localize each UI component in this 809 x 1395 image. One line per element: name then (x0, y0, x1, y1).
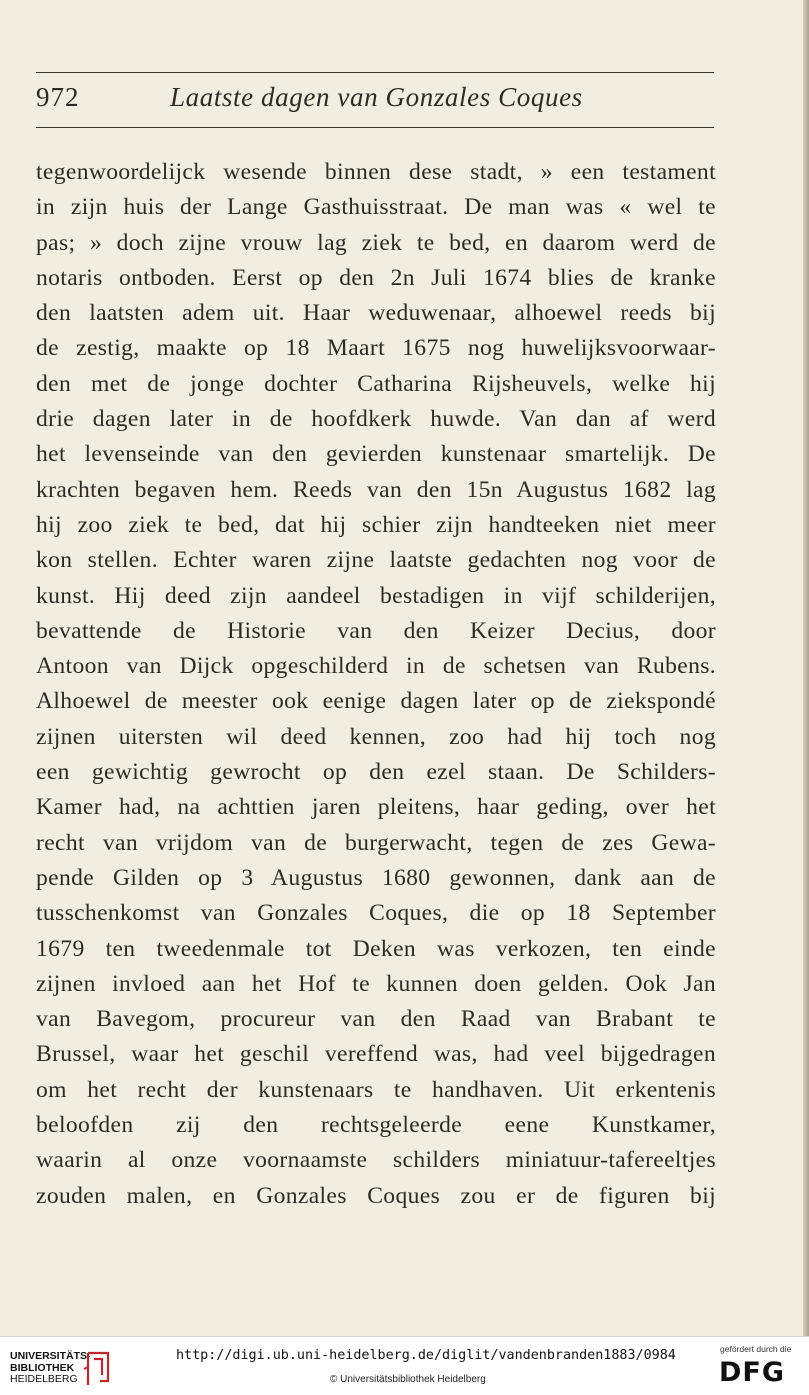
text-line: Antoon van Dijck opgeschilderd in de schetsen van Rubens. (36, 653, 716, 680)
text-line: beloofden zij den rechtsgeleerde eene Kunstkamer, (36, 1112, 716, 1139)
text-line: Kamer had, na achttien jaren pleitens, haar geding, over het (36, 794, 716, 821)
text-line: het levenseinde van den gevierden kunstenaar smartelijk. De (36, 441, 716, 468)
text-line: notaris ontboden. Eerst op den 2n Juli 1674 blies de kranke (36, 264, 716, 291)
dfg-logo: DFG (719, 1357, 786, 1388)
library-logo-text (10, 1351, 91, 1386)
page-header (36, 80, 714, 120)
text-line: kunst. Hij deed zijn aandeel bestadigen in vijf schilderijen, (36, 582, 716, 609)
permalink-url[interactable]: http://digi.ub.uni-heidelberg.de/diglit/vandenbranden1883/0984 (176, 1348, 676, 1363)
text-line: pende Gilden op 3 Augustus 1680 gewonnen, dank aan de (36, 864, 716, 891)
page-number: 972 (36, 82, 80, 112)
text-line: Brussel, waar het geschil vereffend was, had veel bijgedragen (36, 1041, 716, 1068)
text-line: tusschenkomst van Gonzales Coques, die op 18 September (36, 900, 716, 927)
text-line: zijnen uitersten wil deed kennen, zoo had hij toch nog (36, 723, 716, 750)
page-edge (803, 0, 809, 1336)
text-line: recht van vrijdom van de burgerwacht, tegen de zes Gewa- (36, 829, 716, 856)
text-line: krachten begaven hem. Reeds van den 15n Augustus 1682 lag (36, 476, 716, 503)
text-line: waarin al onze voornaamste schilders miniatuur-tafereeltjes (36, 1147, 716, 1174)
header-rule-bottom (36, 127, 714, 128)
text-line: 1679 ten tweedenmale tot Deken was verkozen, ten einde (36, 935, 716, 962)
text-line: van Bavegom, procureur van den Raad van Brabant te (36, 1006, 716, 1033)
text-line: zouden malen, en Gonzales Coques zou er de figuren bij (36, 1182, 716, 1209)
body-text (36, 155, 716, 1214)
library-logo-line: BIBLIOTHEK (10, 1361, 75, 1374)
text-line: tegenwoordelijck wesende binnen dese stadt, » een testament (36, 159, 716, 185)
text-line: den met de jonge dochter Catharina Rijsheuvels, welke hij (36, 370, 716, 397)
footer-bar (0, 1336, 809, 1395)
text-line: de zestig, maakte op 18 Maart 1675 nog huwelijksvoorwaar- (36, 335, 716, 362)
funded-by-label: gefördert durch die (720, 1344, 792, 1354)
text-line: in zijn huis der Lange Gasthuisstraat. De man was « wel te (36, 194, 716, 221)
text-line: zijnen invloed aan het Hof te kunnen doen gelden. Ook Jan (36, 970, 716, 997)
text-line: om het recht der kunstenaars te handhaven. Uit erkentenis (36, 1076, 716, 1103)
text-line: drie dagen later in de hoofdkerk huwde. Van dan af werd (36, 406, 716, 433)
text-line: kon stellen. Echter waren zijne laatste gedachten nog voor de (36, 547, 716, 574)
copyright-notice: © Universitätsbibliothek Heidelberg (330, 1374, 486, 1385)
text-line: den laatsten adem uit. Haar weduwenaar, alhoewel reeds bij (36, 300, 716, 327)
text-line: pas; » doch zijne vrouw lag ziek te bed, en daarom werd de (36, 229, 716, 256)
running-title: Laatste dagen van Gonzales Coques (170, 82, 583, 112)
library-logo-line: HEIDELBERG (10, 1373, 78, 1385)
text-line: bevattende de Historie van den Keizer Decius, door (36, 617, 716, 644)
library-logo-line: UNIVERSITÄTS- (10, 1350, 91, 1362)
text-line: een gewichtig gewrocht op den ezel staan. De Schilders- (36, 759, 716, 786)
text-line: Alhoewel de meester ook eenige dagen later op de ziekspondé (36, 688, 716, 715)
text-line: hij zoo ziek te bed, dat hij schier zijn handteeken niet meer (36, 511, 716, 538)
library-logo-icon (80, 1347, 116, 1387)
header-rule-top (36, 72, 714, 73)
